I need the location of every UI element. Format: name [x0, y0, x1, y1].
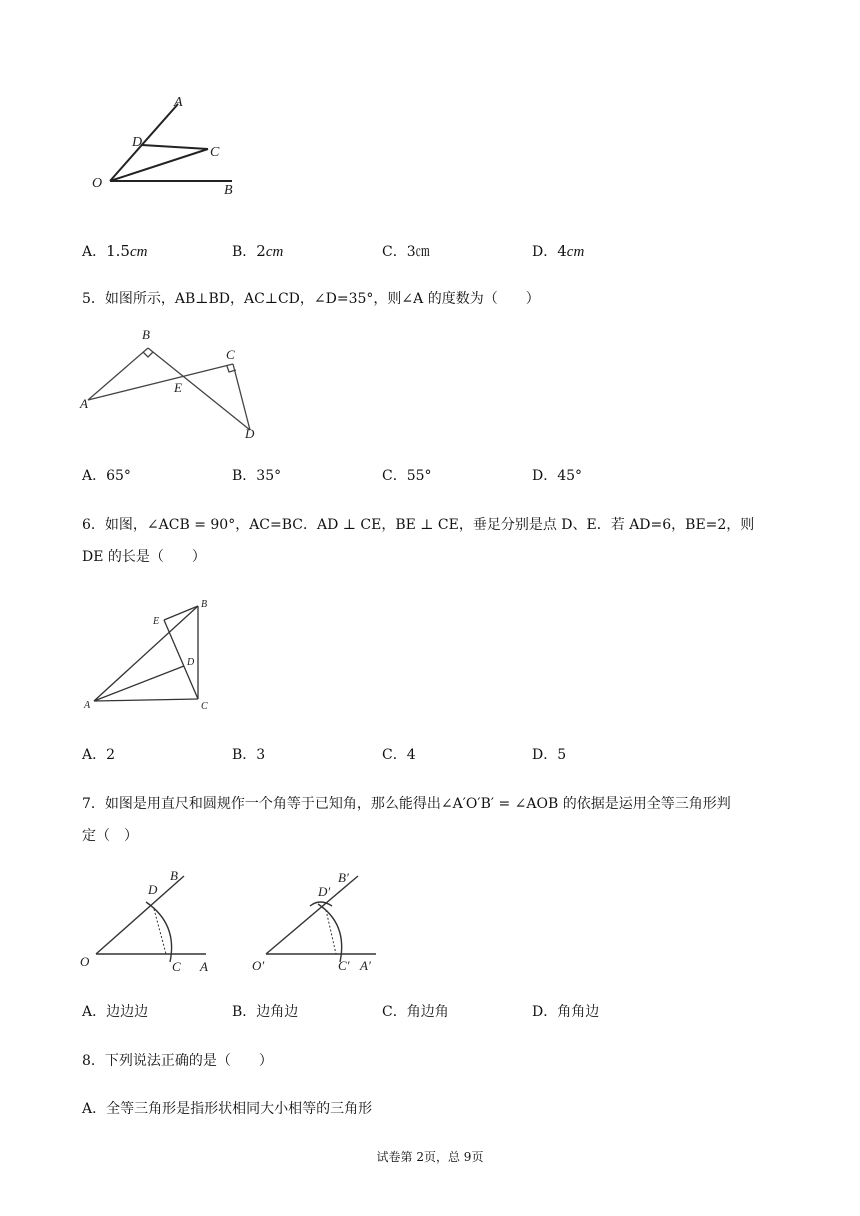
fig6-label-c: C: [201, 701, 208, 712]
q6-option-a[interactable]: A．2: [82, 747, 116, 763]
fig7l-label-b: B: [170, 868, 178, 883]
q4-option-a[interactable]: A．1.5cm: [82, 242, 148, 260]
fig7r-label-c: C′: [338, 958, 350, 973]
fig5-label-c: C: [226, 347, 235, 362]
fig7r-label-a: A′: [360, 958, 371, 973]
q5-option-b[interactable]: B．35°: [232, 468, 282, 484]
q5-option-d[interactable]: D．45°: [532, 468, 583, 484]
fig7l-label-o: O: [80, 954, 90, 969]
fig7l-label-a: A: [200, 959, 208, 974]
fig6-label-e: E: [153, 616, 160, 627]
q7-question-line1: 7．如图是用直尺和圆规作一个角等于已知角，那么能得出∠A′O′B′ = ∠AOB 的依据是运用全等三角形判: [82, 796, 731, 812]
q7-option-b[interactable]: B．边角边: [232, 1004, 299, 1020]
fig7r-label-b: B′: [338, 870, 349, 885]
fig7r-label-d: D′: [318, 884, 331, 899]
page-footer: 试卷第 2页，总 9页: [376, 1150, 484, 1164]
q4-option-b[interactable]: B．2cm: [232, 242, 284, 260]
fig6-label-a: A: [84, 700, 91, 711]
q7-option-d[interactable]: D．角角边: [532, 1004, 600, 1020]
fig5-label-a: A: [80, 396, 88, 411]
fig4-label-c: C: [210, 145, 220, 160]
q4-option-c[interactable]: C．3㎝: [382, 244, 430, 260]
figure-q7-left: [78, 866, 218, 976]
q7-question-line2: 定（ ）: [82, 828, 138, 844]
fig6-label-d: D: [187, 657, 195, 668]
q8-question: 8．下列说法正确的是（ ）: [82, 1053, 273, 1069]
q5-question: 5．如图所示，AB⊥BD，AC⊥CD，∠D=35°，则∠A 的度数为（ ）: [82, 291, 540, 307]
fig7l-label-d: D: [148, 882, 158, 897]
q6-question-line2: DE 的长是（ ）: [82, 549, 206, 565]
figure-q7-right: [248, 866, 388, 976]
fig5-label-e: E: [174, 380, 182, 395]
fig5-label-b: B: [142, 327, 150, 342]
q7-option-c[interactable]: C．角边角: [382, 1004, 449, 1020]
fig4-label-b: B: [224, 183, 233, 198]
fig7r-label-o: O′: [252, 958, 265, 973]
q8-option-a[interactable]: A．全等三角形是指形状相同大小相等的三角形: [82, 1101, 373, 1117]
q6-option-b[interactable]: B．3: [232, 747, 266, 763]
q6-question-line1: 6．如图，∠ACB = 90°，AC=BC．AD ⊥ CE，BE ⊥ CE，垂足分别是点 D、E．若 AD=6，BE=2，则: [82, 517, 755, 533]
q6-option-c[interactable]: C．4: [382, 747, 416, 763]
figure-q4: [80, 90, 280, 210]
q6-option-d[interactable]: D．5: [532, 747, 567, 763]
q7-option-a[interactable]: A．边边边: [82, 1004, 149, 1020]
figure-q6: [80, 596, 220, 716]
fig4-label-o: O: [92, 176, 103, 191]
fig7l-label-c: C: [172, 959, 181, 974]
fig6-label-b: B: [201, 599, 208, 610]
fig4-label-a: A: [174, 95, 183, 110]
fig4-label-d: D: [132, 135, 143, 150]
q5-option-a[interactable]: A．65°: [82, 468, 131, 484]
q4-option-d[interactable]: D．4cm: [532, 242, 585, 260]
q5-option-c[interactable]: C．55°: [382, 468, 432, 484]
figure-q5: [80, 326, 280, 446]
fig5-label-d: D: [245, 426, 255, 441]
